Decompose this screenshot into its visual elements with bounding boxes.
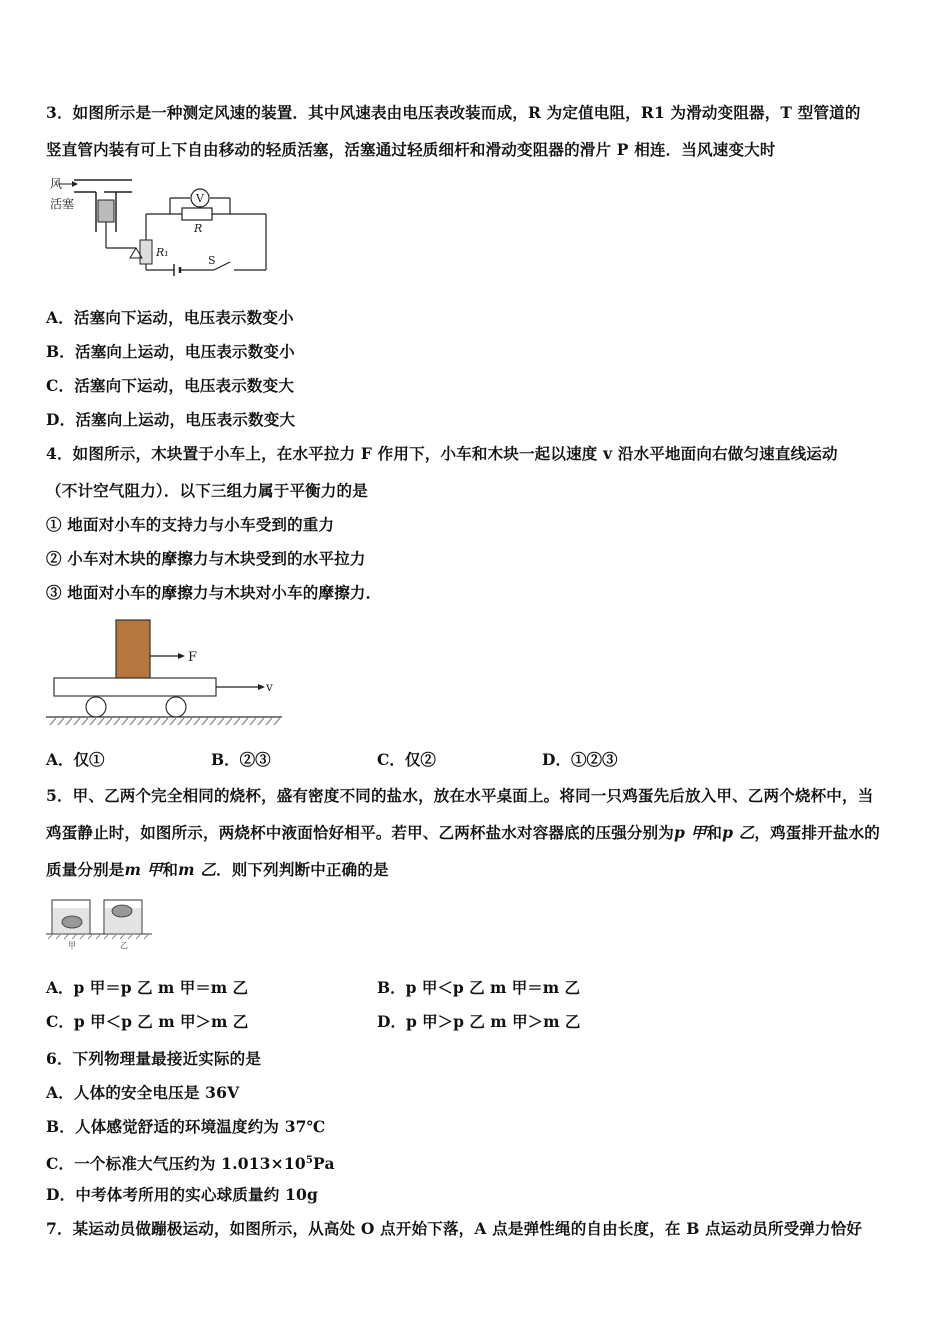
q5-option-a: A．p 甲＝p 乙 m 甲＝m 乙: [46, 978, 248, 997]
piston-label: 活塞: [50, 197, 75, 211]
beaker-yi-label: 乙: [120, 941, 128, 950]
q4-option-c: C．仅②: [377, 750, 436, 769]
q6-option-c: [46, 1151, 906, 1174]
q6-option-c-unit: Pa: [313, 1154, 335, 1174]
q4-item-1: ① 地面对小车的支持力与小车受到的重力: [46, 515, 335, 534]
q3-option-c: C．活塞向下运动，电压表示数变大: [46, 376, 295, 395]
p-jia-symbol: p 甲: [674, 823, 707, 842]
q4-stem-line1: 4．如图所示，木块置于小车上，在水平拉力 F 作用下，小车和木块一起以速度 v 沿水平地面向右做匀速直线运动: [46, 444, 838, 463]
q5-beakers-figure: [44, 892, 156, 950]
q3-option-d: D．活塞向上运动，电压表示数变大: [46, 410, 296, 429]
q7-stem-line1: 7．某运动员做蹦极运动，如图所示，从高处 O 点开始下落，A 点是弹性绳的自由长度，在 B 点运动员所受弹力恰好: [46, 1219, 863, 1238]
q6-stem: 6．下列物理量最接近实际的是: [46, 1049, 262, 1068]
q5-line2-end: ，鸡蛋排开盐水的: [754, 823, 881, 842]
resistor-label: R: [194, 222, 203, 235]
voltmeter-label: V: [196, 192, 204, 205]
q3-stem-line2: 竖直管内装有可上下自由移动的轻质活塞，活塞通过轻质细杆和滑动变阻器的滑片 P 相连．当风速变大时: [46, 140, 776, 159]
q4-option-a: A．仅①: [46, 750, 105, 769]
he-text-2: 和: [162, 860, 179, 879]
q5-option-c: C．p 甲＜p 乙 m 甲＞m 乙: [46, 1012, 249, 1031]
q5-stem-line2: [46, 823, 906, 843]
beaker-jia-label: 甲: [68, 941, 76, 950]
wind-label: 风: [50, 177, 63, 191]
q3-option-a: A．活塞向下运动，电压表示数变小: [46, 308, 294, 327]
q4-stem-line2: （不计空气阻力）．以下三组力属于平衡力的是: [46, 481, 368, 500]
q5-option-b: B．p 甲＜p 乙 m 甲＝m 乙: [377, 978, 581, 997]
p-yi-symbol: p 乙: [722, 823, 755, 842]
velocity-label: v: [266, 680, 273, 694]
q5-line3-text: 质量分别是: [46, 860, 125, 879]
q5-line3-end: ．则下列判断中正确的是: [216, 860, 389, 879]
q4-item-3: ③ 地面对小车的摩擦力与木块对小车的摩擦力．: [46, 583, 382, 602]
q5-stem-line1: 5．甲、乙两个完全相同的烧杯，盛有密度不同的盐水，放在水平桌面上。将同一只鸡蛋先后放入甲、乙两个烧杯中，当: [46, 786, 874, 805]
he-text-1: 和: [706, 823, 723, 842]
q6-option-a: A．人体的安全电压是 36V: [46, 1083, 240, 1102]
rheostat-label: R₁: [156, 246, 169, 259]
switch-label: S: [208, 254, 216, 267]
q6-option-c-text: C．一个标准大气压约为 1.013×10: [46, 1154, 306, 1174]
m-jia-symbol: m 甲: [124, 860, 163, 879]
q5-line2-text: 鸡蛋静止时，如图所示，两烧杯中液面恰好相平。若甲、乙两杯盐水对容器底的压强分别为: [46, 823, 675, 842]
q5-option-d: D．p 甲＞p 乙 m 甲＞m 乙: [377, 1012, 581, 1031]
q4-option-b: B．②③: [211, 750, 271, 769]
q3-wind-speed-figure: [44, 170, 274, 280]
q6-option-c-exponent: 5: [305, 1155, 313, 1166]
force-label: F: [188, 650, 198, 665]
q3-option-b: B．活塞向上运动，电压表示数变小: [46, 342, 295, 361]
m-yi-symbol: m 乙: [178, 860, 217, 879]
q5-stem-line3: [46, 860, 906, 880]
q6-option-d: D．中考体考所用的实心球质量约 10g: [46, 1185, 319, 1204]
q4-cart-figure: [44, 616, 294, 728]
q3-stem-line1: 3．如图所示是一种测定风速的装置．其中风速表由电压表改装而成，R 为定值电阻，R1 为滑动变阻器，T 型管道的: [46, 103, 861, 122]
q6-option-b: B．人体感觉舒适的环境温度约为 37℃: [46, 1117, 326, 1136]
q4-option-d: D．①②③: [542, 750, 618, 769]
q4-item-2: ② 小车对木块的摩擦力与木块受到的水平拉力: [46, 549, 366, 568]
